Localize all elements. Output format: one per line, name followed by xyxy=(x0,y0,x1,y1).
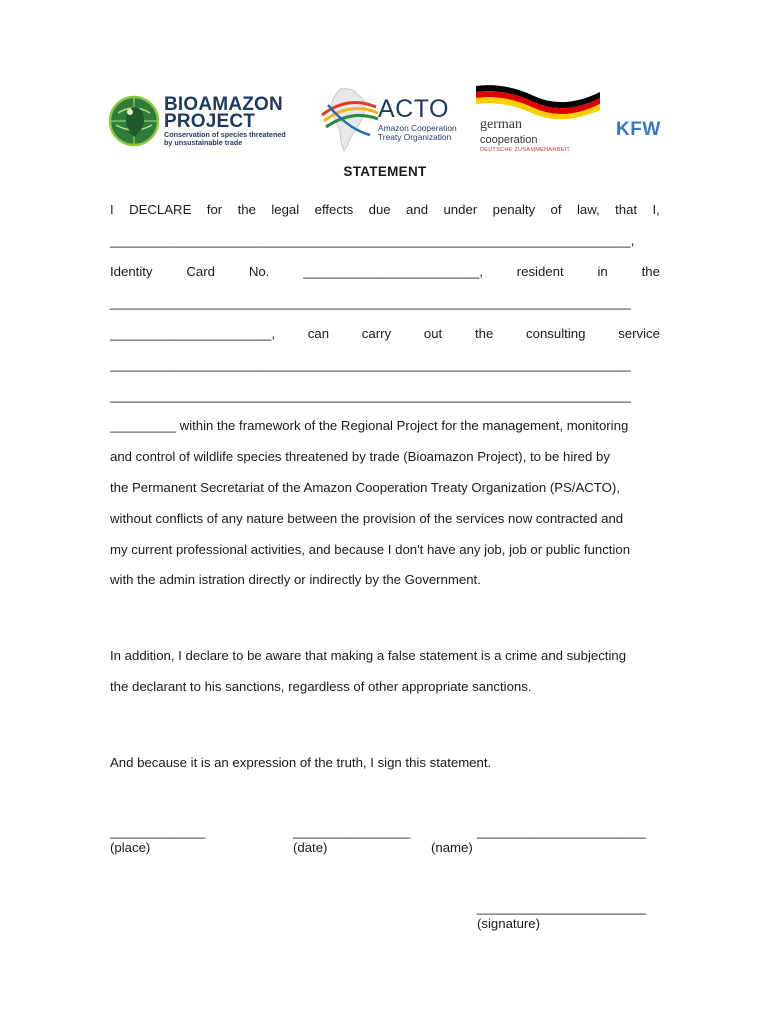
identity-word: No. xyxy=(248,264,270,279)
bioamazon-tagline-line1: Conservation of species threatened xyxy=(164,130,286,139)
identity-card-line xyxy=(110,264,660,279)
consulting-word[interactable]: ______________________, xyxy=(110,326,276,341)
declaration-word: effects xyxy=(314,202,354,217)
identity-word[interactable]: ________________________, xyxy=(303,264,483,279)
blank-line-service-2[interactable]: _______________________________________________________________________ xyxy=(110,388,631,403)
paragraph-1-line: without conflicts of any nature between the provision of the services now contracted and xyxy=(110,511,624,526)
bioamazon-name-line1: BIOAMAZON xyxy=(164,94,283,115)
place-field-line[interactable]: _____________ xyxy=(110,824,206,839)
place-label: (place) xyxy=(110,840,151,855)
acto-subtitle-line2: Treaty Organization xyxy=(378,132,452,142)
declaration-word: that xyxy=(615,202,638,217)
signature-label: (signature) xyxy=(477,916,541,931)
kfw-logo: KFW xyxy=(616,119,661,140)
acto-continent-icon xyxy=(318,85,380,153)
bioamazon-name-line2: PROJECT xyxy=(164,111,256,132)
blank-line-service-1[interactable]: _______________________________________________________________________ xyxy=(110,357,631,372)
consulting-word: consulting xyxy=(526,326,586,341)
consulting-word: service xyxy=(618,326,660,341)
declaration-word: legal xyxy=(271,202,300,217)
german-flag-wave-icon xyxy=(474,80,602,120)
paragraph-3-line: And because it is an expression of the truth, I sign this statement. xyxy=(110,755,492,770)
signature-field-line[interactable]: _______________________ xyxy=(477,900,646,915)
declaration-word: of xyxy=(550,202,562,217)
acto-name: ACTO xyxy=(378,95,449,123)
document-title: STATEMENT xyxy=(343,164,427,179)
declaration-word: due xyxy=(368,202,391,217)
declaration-word: for xyxy=(206,202,223,217)
declaration-word: law, xyxy=(576,202,600,217)
name-field-line[interactable]: _______________________ xyxy=(477,824,646,839)
paragraph-1-line: my current professional activities, and because I don't have any job, job or public function xyxy=(110,542,631,557)
paragraph-1-line: with the admin istration directly or indirectly by the Government. xyxy=(110,572,481,587)
paragraph-1-line: and control of wildlife species threatened by trade (Bioamazon Project), to be hired by xyxy=(110,449,610,464)
declaration-word: penalty xyxy=(492,202,536,217)
paragraph-2-line: In addition, I declare to be aware that making a false statement is a crime and subjecting xyxy=(110,648,627,663)
blank-line-name[interactable]: _______________________________________________________________________, xyxy=(110,233,635,248)
german-line2: cooperation xyxy=(480,134,538,146)
identity-word: Card xyxy=(186,264,215,279)
acto-subtitle-line1: Amazon Cooperation xyxy=(378,123,457,133)
identity-word: in xyxy=(597,264,608,279)
paragraph-1-line: _________ within the framework of the Regional Project for the management, monitoring xyxy=(110,418,629,433)
german-cooperation-logo xyxy=(474,80,604,158)
consulting-service-line xyxy=(110,326,660,341)
blank-line-residence[interactable]: _______________________________________________________________________ xyxy=(110,295,631,310)
german-line1: german xyxy=(480,117,522,132)
acto-logo xyxy=(318,85,468,155)
identity-word: resident xyxy=(516,264,564,279)
consulting-word: can xyxy=(307,326,330,341)
bioamazon-logo xyxy=(108,95,298,150)
declaration-word: DECLARE xyxy=(129,202,192,217)
declaration-word: I, xyxy=(652,202,660,217)
declaration-word: the xyxy=(237,202,256,217)
date-label: (date) xyxy=(293,840,328,855)
name-label: (name) xyxy=(431,840,473,855)
identity-word: the xyxy=(641,264,660,279)
declaration-line-1 xyxy=(110,202,660,217)
bioamazon-tagline-line2: by unsustainable trade xyxy=(164,138,243,147)
declaration-word: I xyxy=(110,202,114,217)
consulting-word: carry xyxy=(361,326,392,341)
paragraph-2-line: the declarant to his sanctions, regardless of other appropriate sanctions. xyxy=(110,679,532,694)
date-field-line[interactable]: ________________ xyxy=(293,824,411,839)
consulting-word: the xyxy=(474,326,494,341)
german-line3: DEUTSCHE ZUSAMMENARBEIT xyxy=(480,147,571,153)
consulting-word: out xyxy=(423,326,443,341)
identity-word: Identity xyxy=(110,264,153,279)
declaration-word: under xyxy=(443,202,478,217)
logo-strip xyxy=(0,0,770,160)
paragraph-1-line: the Permanent Secretariat of the Amazon Cooperation Treaty Organization (PS/ACTO), xyxy=(110,480,620,495)
bioamazon-emblem-icon xyxy=(108,95,160,147)
declaration-word: and xyxy=(406,202,429,217)
